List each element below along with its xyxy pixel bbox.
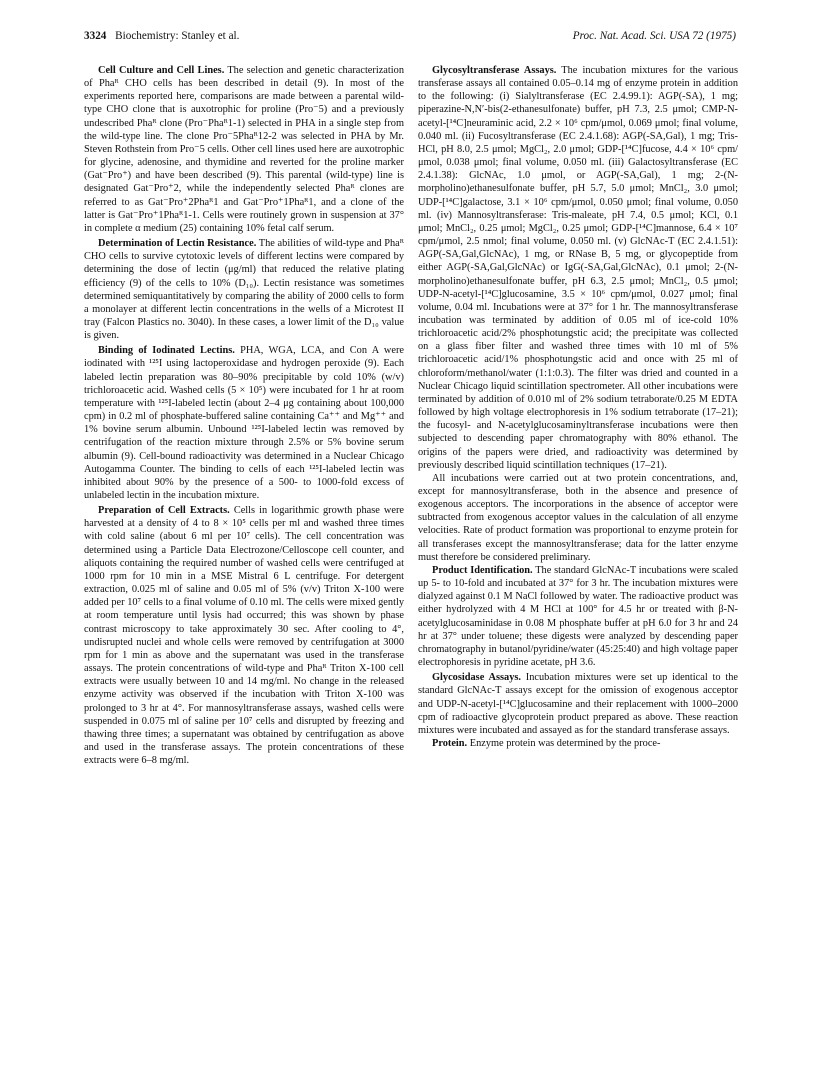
- paragraph-cell-extracts: [84, 504, 404, 767]
- paragraph-text: Cells in logarithmic growth phase were harvested at a density of 4 to 8 × 10⁵ cells per ml and washed three times with cold saline (about 6 ml per 10⁷ cells). The cell concentration was determined using a Particle Data Electrozone/Celloscope cell counter, and aliquots containing the required number of washed cells were centrifuged at 1000 rpm for 10 min in a MSE Mistral 6 L centrifuge. For detergent extraction, 0.025 ml of saline and 0.05 ml of 5% (v/v) Triton X-100 were added per 10⁷ cells to a final volume of 0.10 ml. The cells were mixed gently at room temperature until lysis had occurred; this was shown by phase contrast microscopy to take approximately 30 sec. After cooling to 4°, undisrupted nuclei and whole cells were removed by centrifugation at 3000 rpm for 1 min as above and the supernatant was used in the transferase assays. The protein concentrations of wild-type and Phaᴿ Triton X-100 cell extracts were usually between 10 and 14 mg/ml. No change in the released enzyme activity was observed if the incubation with Triton X-100 was prolonged to 3 hr at 4°. For mannosyltransferase assays, washed cells were suspended in 0.075 ml of saline per 10⁷ cells and disrupted by freezing and thawing three times; a supernatant was obtained by centrifugation as above and used in the transferase assays. The protein concentrations of these extracts were 6–8 mg/ml.: [84, 505, 405, 767]
- right-column: [418, 64, 738, 750]
- section-heading: Preparation of Cell Extracts.: [98, 505, 230, 517]
- paragraph-lectin-resistance: [84, 237, 404, 342]
- page-number: 3324: [84, 30, 107, 42]
- paragraph-text: Incubation mixtures were set up identical to the standard GlcNAc-T assays except for the omission of exogenous acceptor and UDP-N-acetyl-[¹⁴C]glucosamine and their replacement with 1000–2000 cpm of radioactive glycoprotein product prepared as above. These reaction mixtures were incubated and assayed as for the standard transferase assays.: [418, 672, 738, 736]
- paragraph-text: All incubations were carried out at two protein concentrations, and, except for mannosyltransferase, both in the absence and presence of exogenous acceptors. The incorporations in the absence of acceptor were subtracted from exogenous acceptor values in the calculation of all enzyme velocities. Rate of product formation was proportional to enzyme protein for all transferases except the mannosyltransferase; data for the latter enzyme must therefore be considered preliminary.: [418, 472, 738, 563]
- section-heading: Protein.: [432, 737, 468, 749]
- paragraph-glycosidase-assays: [418, 671, 738, 737]
- paragraph-text: The abilities of wild-type and Phaᴿ CHO cells to survive cytotoxic levels of different lectins were compared by determining the dose of lectin (μg/ml) that reduced the relative plating efficiency (9) of the cells to 10% (D₁₀). Lectin resistance was sometimes determined semiquantitatively by comparing the ability of 2000 cells to form a monolayer at different lectin concentrations in the wells of a Microtest II tray (Falcon Plastics no. 3040). In these cases, a lower limit of the D₁₀ value is given.: [84, 238, 404, 342]
- paragraph-iodinated-lectins: [84, 344, 404, 502]
- left-column: [84, 64, 404, 767]
- page-header: [84, 30, 736, 48]
- paragraph-text: The standard GlcNAc-T incubations were scaled up 5- to 10-fold and incubated at 37° for 3 hr. The incubation mixtures were dialyzed against 0.1 M NaCl followed by water. The radioactive product was either hydrolyzed with 4 M HCl at 100° for 4.5 hr or treated with β-N-acetylglucosaminidase in 0.08 M phosphate buffer at pH 6.0 for 3 hr and 24 hr at 37° under toluene; these digests were analyzed by descending paper chromatography in butanol/pyridine/water (45:25:40) and high voltage paper electrophoresis in pyridine acetate, pH 3.6.: [418, 564, 739, 669]
- paragraph-text: The incubation mixtures for the various transferase assays all contained 0.05–0.14 mg of enzyme protein in addition to the following: (i) Sialyltransferase (EC 2.4.99.1): AGP(-SA), 1 mg; piperazine-N,N′-bis(2-ethanesulfonate) buffer, pH 7.3, 2.5 μmol; CMP-N-acetyl-[¹⁴C]neuraminic acid, 2.2 × 10⁶ cpm/μmol, 0.069 μmol; final volume, 0.040 ml. (ii) Fucosyltransferase (EC 2.4.1.68): AGP(-SA,Gal), 1 mg; Tris-HCl, pH 8.0, 2.5 μmol; MgCl₂, 2.0 μmol; GDP-[¹⁴C]fucose, 4.4 × 10⁶ cpm/μmol, 0.038 μmol; final volume, 0.050 ml. (iii) Galactosyltransferase (EC 2.4.1.38): GlcNAc, 1.0 μmol, or AGP(-SA,Gal), 1 mg; 2-(N-morpholino)ethanesulfonate buffer, pH 5.7, 5.0 μmol; MnCl₂, 3.0 μmol; UDP-[¹⁴C]galactose, 3.1 × 10⁶ cpm/μmol, 0.050 μmol; final volume, 0.050 ml. (iv) Mannosyltransferase: Tris-maleate, pH 7.4, 0.5 μmol; KCl, 0.1 μmol; MnCl₂, 0.25 μmol; MgCl₂, 0.25 μmol; GDP-[¹⁴C]mannose, 6.4 × 10⁷ cpm/μmol, 2.5 nmol; final volume, 0.050 ml. (v) GlcNAc-T (EC 2.4.1.51): AGP(-SA,Gal,GlcNAc), 1 mg, or RNase B, 5 mg, or glycopeptide from either AGP(-SA,Gal,GlcNAc) or IgG(-SA,Gal,GlcNAc), 0.1 μmol; 2-(N-morpholino)ethanesulfonate buffer, pH 6.3, 2.5 μmol; MnCl₂, 0.5 μmol; UDP-N-acetyl-[¹⁴C]glucosamine, 3.5 × 10⁶ cpm/μmol, 0.027 μmol; final volume, 0.04 ml. Incubations were at 37° for 1 hr. The mannosyltransferase incubation was terminated by addition of 0.05 ml of ice-cold 10% trichloroacetic acid/2% phosphotungstic acid; the precipitate was collected on a glass fiber filter and washed three times with 10 ml of 5% trichloroacetic acid/1% phosphotungstic acid and once with 25 ml of chloroform/methanol/water (1:1:0.3). The filter was dried and counted in a Nuclear Chicago liquid scintillation spectrometer. All other incubations were terminated by addition of 0.010 ml of 2% sodium tetraborate/0.25 M EDTA followed by high voltage electrophoresis in 1% sodium tetraborate (17–21); the fucosyl- and N-acetylglucosaminyltransferase incubations were then subjected to descending paper chromatography with 80% ethanol. The origins of the papers were dried, and radioactivity was determined by previously described liquid scintillation techniques (17–21).: [418, 65, 738, 471]
- paragraph-product-identification: [418, 564, 738, 669]
- paragraph-incubations: [418, 472, 738, 564]
- header-left: [84, 30, 239, 42]
- section-heading: Binding of Iodinated Lectins.: [98, 345, 235, 357]
- paragraph-text: Enzyme protein was determined by the proce-: [469, 737, 661, 749]
- paragraph-cell-culture: [84, 64, 404, 235]
- section-heading: Glycosidase Assays.: [432, 672, 521, 684]
- section-heading: Product Identification.: [432, 564, 533, 576]
- paragraph-glycosyltransferase-assays: [418, 64, 738, 472]
- running-title: Biochemistry: Stanley et al.: [115, 30, 240, 42]
- section-heading: Glycosyltransferase Assays.: [432, 65, 557, 76]
- section-heading: Cell Culture and Cell Lines.: [98, 65, 225, 76]
- journal-citation: Proc. Nat. Acad. Sci. USA 72 (1975): [572, 30, 736, 42]
- paragraph-text: The selection and genetic characterization of Phaᴿ CHO cells has been described in detail (9). In most of the experiments reported here, comparisons are made between a parental wild-type CHO clone that is auxotrophic for proline (Pro⁻5) and a previously undescribed Phaᴿ clone (Pro⁻Phaᴿ1-1) selected in PHA in a single step from the wild-type line. The clone Pro⁻5Phaᴿ12-2 was selected in PHA by Mr. Steven Rothstein from Pro⁻5 cells. Other cell lines used here are auxotrophic for glycine, adenosine, and thymidine and reverted for the proline marker (Gat⁻Pro⁺) and have been described (9). This parental (wild-type) line is designated Gat⁻Pro⁺2, while the independently selected Phaᴿ clones are referred to as Gat⁻Pro⁺2Phaᴿ1 and Gat⁻Pro⁺1Phaᴿ1, and a clone of the latter is Gat⁻Pro⁺1Phaᴿ1-1. Cells were routinely grown in suspension at 37° in complete α medium (25) containing 10% fetal calf serum.: [84, 65, 404, 234]
- paragraph-text: PHA, WGA, LCA, and Con A were iodinated with ¹²⁵I using lactoperoxidase and hydrogen peroxide (9). Each labeled lectin preparation was 80–90% precipitable by cold 10% (w/v) trichloroacetic acid. Washed cells (5 × 10⁵) were incubated for 1 hr at room temperature with ¹²⁵I-labeled lectin (about 2–4 μg containing about 100,000 cpm) in 0.2 ml of phosphate-buffered saline containing Ca⁺⁺ and Mg⁺⁺ and 1% bovine serum albumin. Unbound ¹²⁵I-labeled lectin was removed by centrifugation of the reaction mixture through 2.5% or 5% bovine serum albumin (9). Cell-bound radioactivity was determined in a Nuclear Chicago Autogamma Counter. The binding to cells of each ¹²⁵I-labeled lectin was inhibited about 90% by the presence of a 500- to 1000-fold excess of unlabeled lectin in the incubation mixture.: [84, 345, 404, 501]
- section-heading: Determination of Lectin Resistance.: [98, 238, 257, 250]
- paragraph-protein: [418, 737, 738, 750]
